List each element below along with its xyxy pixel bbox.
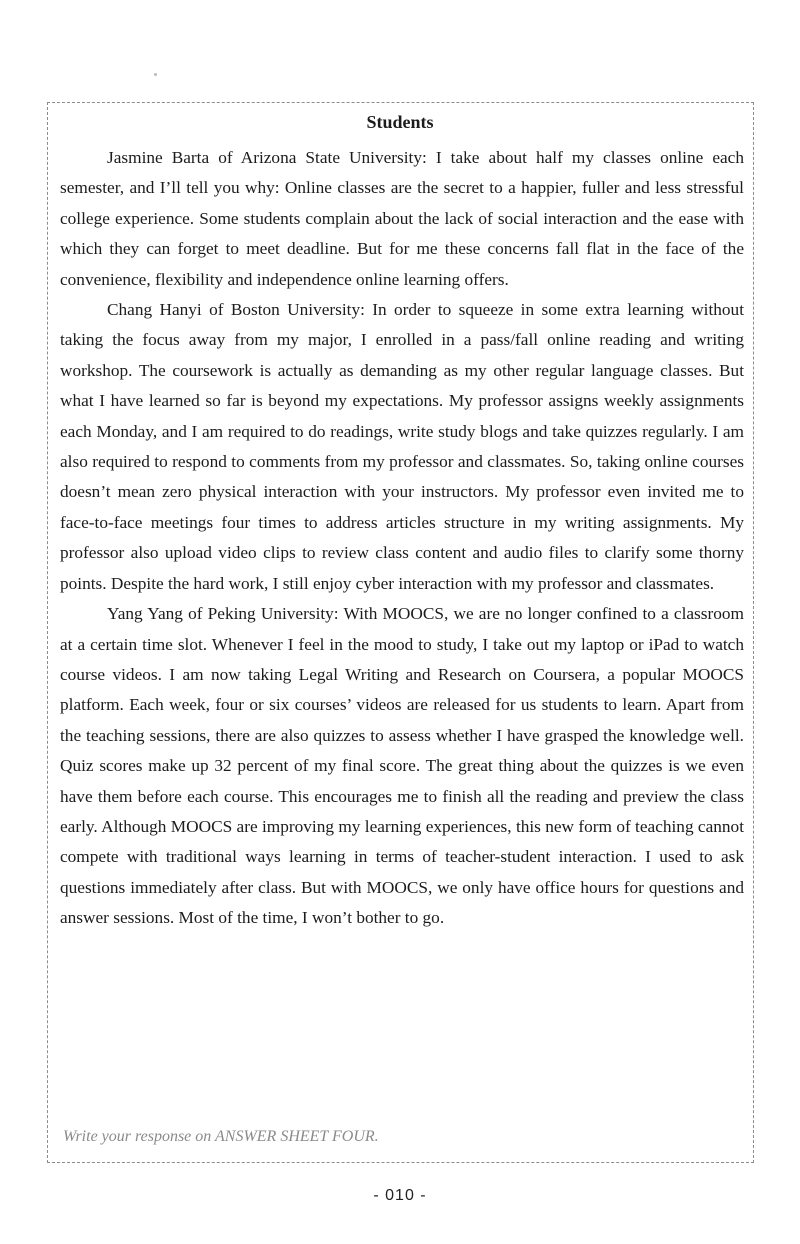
paragraph-yang-yang: Yang Yang of Peking University: With MOOCS, we are no longer confined to a classroom at a certain time slot. Whenever I feel in the mood to study, I take out my laptop or iPad to watch course videos. I am now taking Legal Writing and Research on Coursera, a popular MOOCS platform. Each week, four or six courses’ videos are released for us students to learn. Apart from the teaching sessions, there are also quizzes to assess whether I have grasped the knowledge well. Quiz scores make up 32 percent of my final score. The great thing about the quizzes is we even have them before each course. This encourages me to finish all the reading and preview the class early. Although MOOCS are improving my learning experiences, this new form of teaching cannot compete with traditional ways learning in terms of teacher-student interaction. I used to ask questions immediately after class. But with MOOCS, we only have office hours for questions and answer sessions. Most of the time, I won’t bother to go. [60,604,744,928]
page-number: - 010 - [373,1187,427,1204]
answer-instruction: Write your response on ANSWER SHEET FOUR. [63,1128,379,1145]
paragraph-jasmine-barta: Jasmine Barta of Arizona State University: I take about half my classes online each semester, and I’ll tell you why: Online classes are the secret to a happier, fuller and less stressful college experience. Some students complain about the lack of social interaction and the ease with which they can forget to meet deadline. But for me these concerns fall flat in the face of the convenience, flexibility and independence online learning offers. [60,148,744,289]
speck-mark [154,73,157,76]
paragraph-chang-hanyi: Chang Hanyi of Boston University: In order to squeeze in some extra learning without taking the focus away from my major, I enrolled in a pass/fall online reading and writing workshop. The coursework is actually as demanding as my other regular language classes. But what I have learned so far is beyond my expectations. My professor assigns weekly assignments each Monday, and I am required to do readings, write study blogs and take quizzes regularly. I am also required to respond to comments from my professor and classmates. So, taking online courses doesn’t mean zero physical interaction with your instructors. My professor even invited me to face-to-face meetings four times to address articles structure in my writing assignments. My professor also upload video clips to review class content and audio files to clarify some thorny points. Despite the hard work, I still enjoy cyber interaction with my professor and classmates. [60,300,744,593]
section-heading: Students [366,112,434,132]
passage-body [60,143,744,934]
